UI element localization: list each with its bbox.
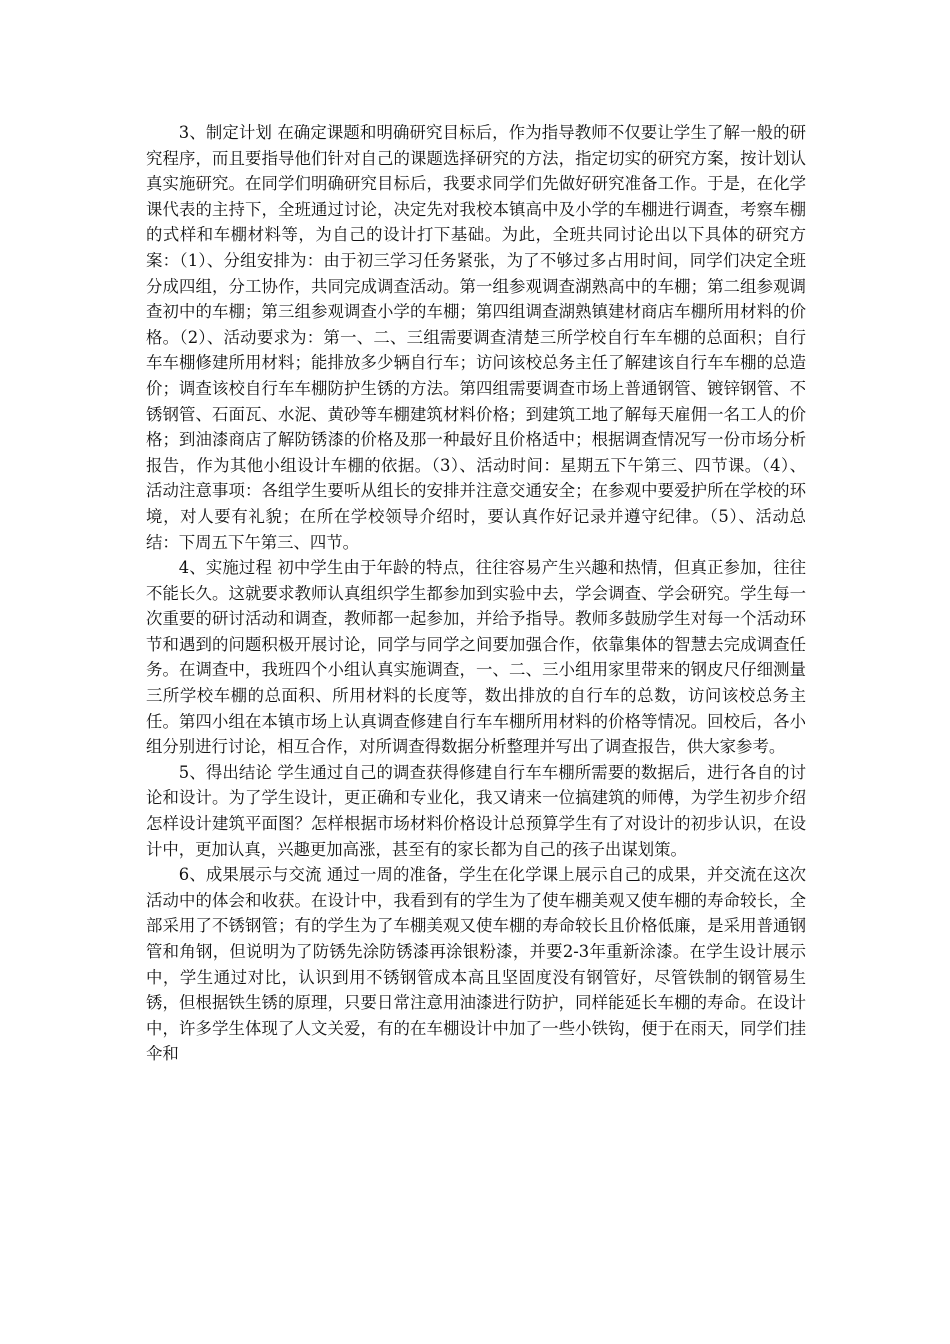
paragraph-showcase: 6、成果展示与交流 通过一周的准备，学生在化学课上展示自己的成果，并交流在这次活动中的体会和收获。在设计中，我看到有的学生为了使车棚美观又使车棚的寿命较长，全部采用了不锈钢管；有的学生为了车棚美观又使车棚的寿命较长且价格低廉，是采用普通钢管和角钢，但说明为了防锈先涂防锈漆再涂银粉漆，并要2-3年重新涂漆。在学生设计展示中，学生通过对比，认识到用不锈钢管成本高且坚固度没有钢管好，尽管铁制的钢管易生锈，但根据铁生锈的原理，只要日常注意用油漆进行防护，同样能延长车棚的寿命。在设计中，许多学生体现了人文关爱，有的在车棚设计中加了一些小铁钩，便于在雨天，同学们挂伞和 (146, 865, 806, 1064)
paragraph-conclusion: 5、得出结论 学生通过自己的调查获得修建自行车车棚所需要的数据后，进行各自的讨论和设计。为了学生设计，更正确和专业化，我又请来一位搞建筑的师傅，为学生初步介绍怎样设计建筑平面图？怎样根据市场材料价格设计总预算学生有了对设计的初步认识，在设计中，更加认真，兴趣更加高涨，甚至有的家长都为自己的孩子出谋划策。 (146, 762, 806, 859)
paragraph-plan: 3、制定计划 在确定课题和明确研究目标后，作为指导教师不仅要让学生了解一般的研究程序，而且要指导他们针对自己的课题选择研究的方法，指定切实的研究方案，按计划认真实施研究。在同学们明确研究目标后，我要求同学们先做好研究准备工作。于是，在化学课代表的主持下，全班通过讨论，决定先对我校本镇高中及小学的车棚进行调查，考察车棚的式样和车棚材料等，为自己的设计打下基础。为此，全班共同讨论出以下具体的研究方案：（1）、分组安排为：由于初三学习任务紧张，为了不够过多占用时间，同学们决定全班分成四组，分工协作，共同完成调查活动。第一组参观调查湖熟高中的车棚；第二组参观调查初中的车棚；第三组参观调查小学的车棚；第四组调查湖熟镇建材商店车棚所用材料的价格。（2）、活动要求为：第一、二、三组需要调查清楚三所学校自行车车棚的总面积；自行车车棚修建所用材料；能排放多少辆自行车；访问该校总务主任了解建该自行车车棚的总造价；调查该校自行车车棚防护生锈的方法。第四组需要调查市场上普通钢管、镀锌钢管、不锈钢管、石面瓦、水泥、黄砂等车棚建筑材料价格；到建筑工地了解每天雇佣一名工人的价格；到油漆商店了解防锈漆的价格及那一种最好且价格适中；根据调查情况写一份市场分析报告，作为其他小组设计车棚的依据。（3）、活动时间：星期五下午第三、四节课。（4）、活动注意事项：各组学生要听从组长的安排并注意交通安全；在参观中要爱护所在学校的环境，对人要有礼貌；在所在学校领导介绍时，要认真作好记录并遵守纪律。（5）、活动总结：下周五下午第三、四节。 (146, 123, 806, 552)
document-body (146, 120, 806, 1067)
paragraph-implementation: 4、实施过程 初中学生由于年龄的特点，往往容易产生兴趣和热情，但真正参加，往往不能长久。这就要求教师认真组织学生都参加到实验中去，学会调查、学会研究。学生每一次重要的研讨活动和调查，教师都一起参加，并给予指导。教师多鼓励学生对每一个活动环节和遇到的问题积极开展讨论，同学与同学之间要加强合作，依靠集体的智慧去完成调查任务。在调查中，我班四个小组认真实施调查，一、二、三小组用家里带来的钢皮尺仔细测量三所学校车棚的总面积、所用材料的长度等，数出排放的自行车的总数，访问该校总务主任。第四小组在本镇市场上认真调查修建自行车车棚所用材料的价格等情况。回校后，各小组分别进行讨论，相互合作，对所调查得数据分析整理并写出了调查报告，供大家参考。 (146, 558, 806, 757)
